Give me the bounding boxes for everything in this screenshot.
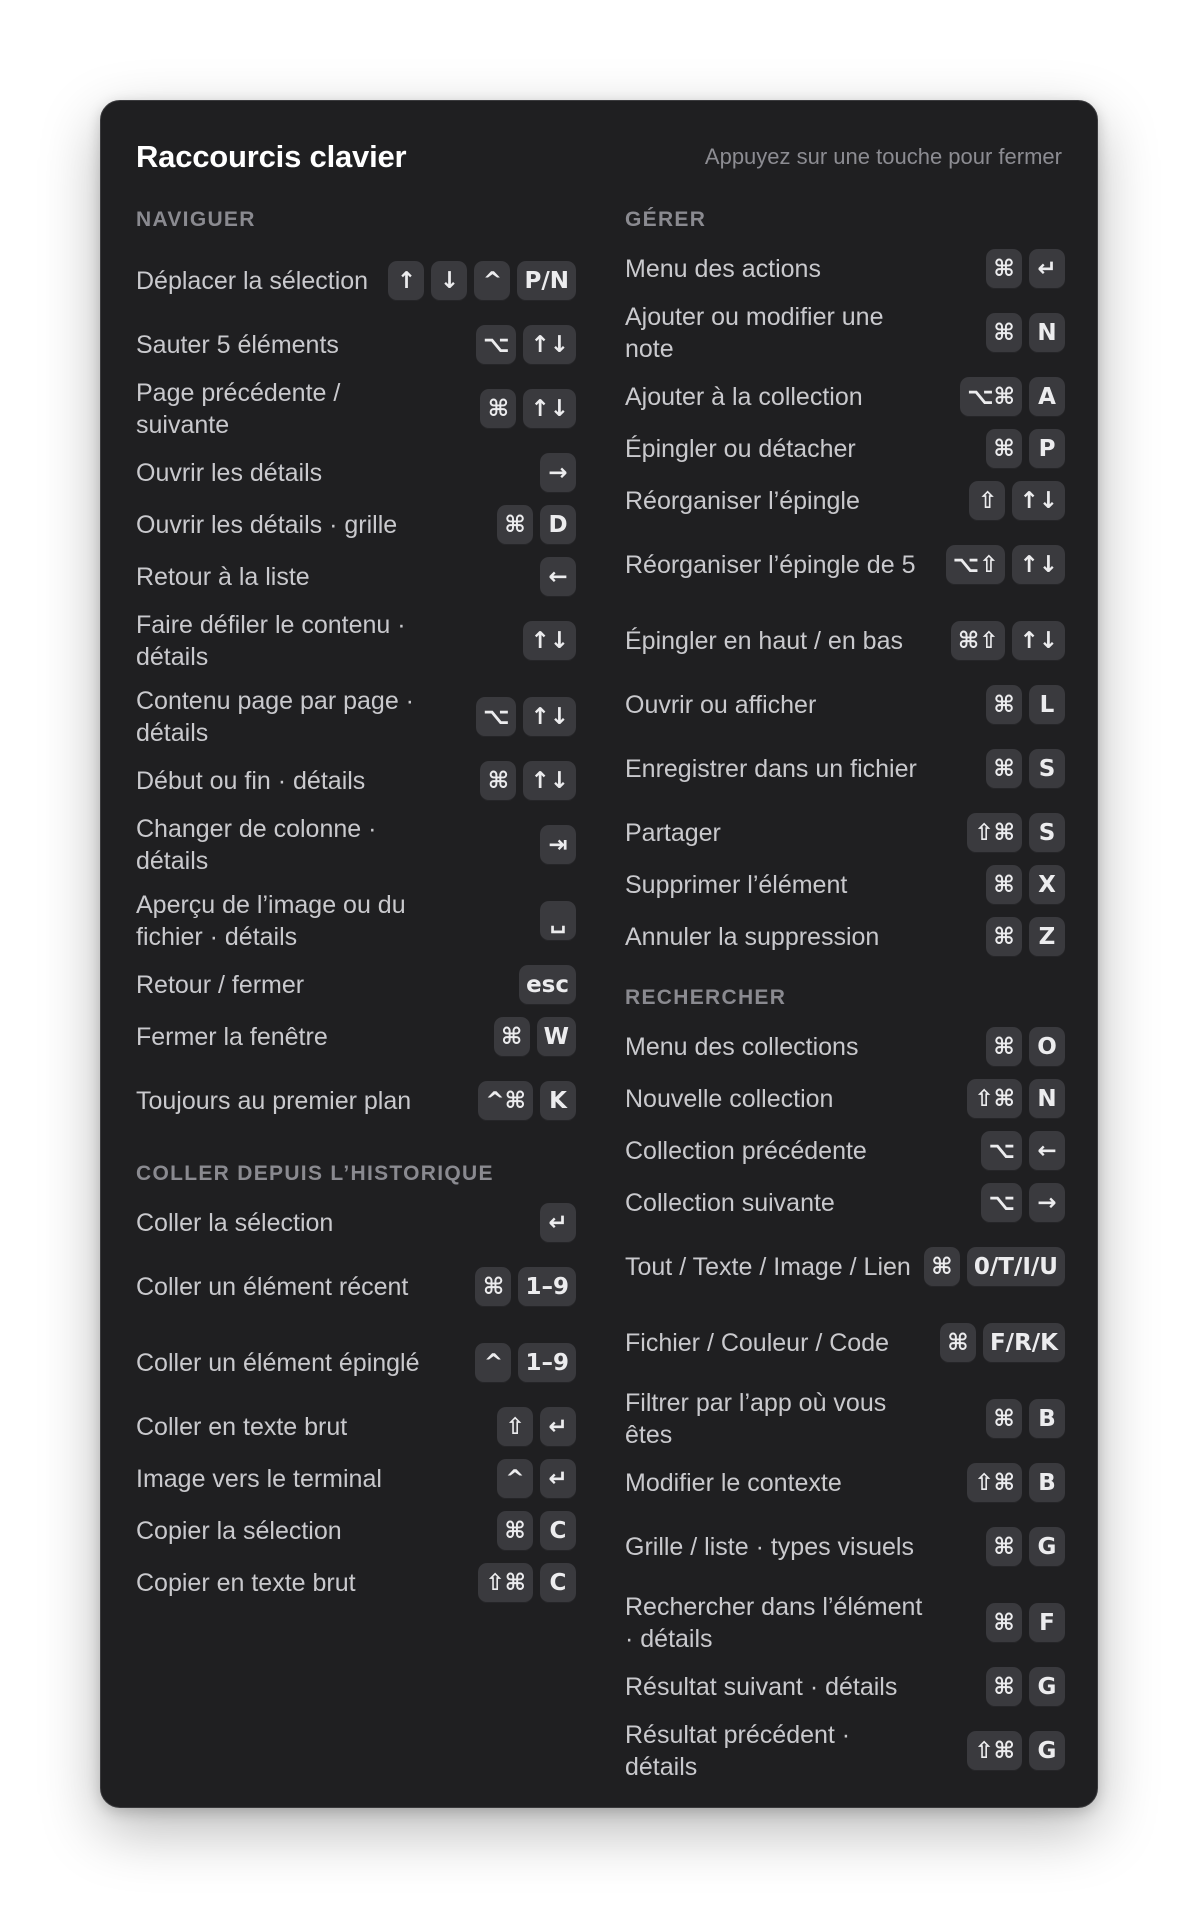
keycap: G <box>1029 1731 1065 1771</box>
shortcut-row <box>625 859 1065 911</box>
shortcut-label: Modifier le contexte <box>625 1469 842 1497</box>
shortcut-keys <box>497 1407 576 1447</box>
keycap: W <box>537 1017 576 1057</box>
shortcut-keys <box>986 1399 1065 1439</box>
shortcut-label: Toujours au premier plan <box>136 1087 412 1115</box>
shortcut-keys <box>519 965 576 1005</box>
shortcut-label: Enregistrer dans un fichier <box>625 755 917 783</box>
keycap: P/N <box>517 261 576 301</box>
shortcut-keys <box>523 621 576 661</box>
keycap: ↑↓ <box>523 697 576 737</box>
shortcut-keys <box>986 1667 1065 1707</box>
shortcut-row <box>136 1011 576 1063</box>
shortcut-label: Nouvelle collection <box>625 1085 834 1113</box>
shortcut-keys <box>540 1203 576 1243</box>
shortcut-row <box>625 807 1065 859</box>
keycap: S <box>1029 813 1065 853</box>
keycap: ⌘ <box>986 249 1022 289</box>
shortcut-row <box>625 475 1065 527</box>
keycap: N <box>1029 313 1065 353</box>
shortcut-keys <box>475 1267 576 1307</box>
keycap: ⌘ <box>986 917 1022 957</box>
shortcut-row <box>136 883 576 959</box>
section-gerer <box>625 197 1065 963</box>
keycap: ⌘ <box>480 761 516 801</box>
shortcut-label: Ajouter ou modifier une note <box>625 303 884 363</box>
shortcut-keys <box>960 377 1065 417</box>
keycap: ⌥⌘ <box>960 377 1022 417</box>
shortcut-label: Filtrer par l’app où vous êtes <box>625 1389 887 1449</box>
keycap: → <box>540 453 576 493</box>
shortcut-keys <box>540 901 576 941</box>
shortcut-row <box>625 1509 1065 1585</box>
keycap: ↑ <box>388 261 424 301</box>
keycap: ↑↓ <box>1012 481 1065 521</box>
shortcut-row <box>136 1505 576 1557</box>
shortcut-keys <box>986 1527 1065 1567</box>
shortcut-label: Coller un élément récent <box>136 1273 409 1301</box>
keycap: ↑↓ <box>523 325 576 365</box>
shortcut-row <box>625 1381 1065 1457</box>
section-title: RECHERCHER <box>625 986 787 1009</box>
section-coller-depuis-l-historique <box>136 1151 576 1609</box>
shortcut-keys <box>497 1459 576 1499</box>
shortcut-label: Sauter 5 éléments <box>136 331 339 359</box>
keycap: N <box>1029 1079 1065 1119</box>
keycap: L <box>1029 685 1065 725</box>
keycap: ⌘ <box>986 429 1022 469</box>
panel-header <box>136 135 1062 179</box>
keyboard-shortcuts-panel <box>100 100 1098 1808</box>
keycap: ^ <box>474 261 510 301</box>
shortcut-row <box>625 295 1065 371</box>
shortcut-row <box>625 1021 1065 1073</box>
keycap: C <box>540 1563 576 1603</box>
keycap: X <box>1029 865 1065 905</box>
shortcut-label: Partager <box>625 819 721 847</box>
keycap: 1–9 <box>518 1267 576 1307</box>
keycap: ⌘ <box>924 1247 960 1287</box>
shortcut-label: Coller la sélection <box>136 1209 334 1237</box>
shortcut-keys <box>986 917 1065 957</box>
shortcut-keys <box>986 865 1065 905</box>
shortcut-label: Retour à la liste <box>136 563 310 591</box>
shortcut-row <box>136 499 576 551</box>
shortcut-keys <box>476 697 576 737</box>
shortcut-label: Réorganiser l’épingle de 5 <box>625 551 916 579</box>
keycap: ↑↓ <box>1012 621 1065 661</box>
shortcut-row <box>136 1401 576 1453</box>
shortcut-row <box>625 731 1065 807</box>
shortcut-row <box>625 243 1065 295</box>
close-hint: Appuyez sur une touche pour fermer <box>704 144 1062 169</box>
keycap: ⌘ <box>940 1323 976 1363</box>
shortcut-keys <box>986 1027 1065 1067</box>
keycap: 0/T/I/U <box>967 1247 1065 1287</box>
keycap: ← <box>1029 1131 1065 1171</box>
shortcut-keys <box>981 1131 1065 1171</box>
shortcut-label: Page précédente / suivante <box>136 379 341 439</box>
shortcut-keys <box>924 1247 1065 1287</box>
shortcut-row <box>625 1661 1065 1713</box>
shortcut-label: Retour / fermer <box>136 971 305 999</box>
shortcut-keys <box>494 1017 576 1057</box>
shortcut-label: Ajouter à la collection <box>625 383 863 411</box>
keycap: ^ <box>497 1459 533 1499</box>
keycap: Z <box>1029 917 1065 957</box>
shortcut-row <box>136 755 576 807</box>
keycap: ↵ <box>1029 249 1065 289</box>
keycap: G <box>1029 1667 1065 1707</box>
shortcut-keys <box>967 1731 1065 1771</box>
shortcut-label: Épingler ou détacher <box>625 435 856 463</box>
shortcut-label: Copier en texte brut <box>136 1569 356 1597</box>
shortcut-keys <box>540 557 576 597</box>
keycap: esc <box>519 965 576 1005</box>
shortcut-row <box>625 1713 1065 1789</box>
keycap: ⌘ <box>986 685 1022 725</box>
keycap: F <box>1029 1603 1065 1643</box>
shortcut-keys <box>480 389 576 429</box>
keycap: ⌘ <box>494 1017 530 1057</box>
keycap: ⌘⇧ <box>951 621 1006 661</box>
keycap: ⌘ <box>986 1027 1022 1067</box>
shortcut-keys <box>475 1343 576 1383</box>
keycap: ⌘ <box>986 865 1022 905</box>
shortcut-row <box>136 1197 576 1249</box>
shortcut-label: Faire défiler le contenu · détails <box>136 611 406 671</box>
keycap: ⌘ <box>497 1511 533 1551</box>
section-title: NAVIGUER <box>136 208 256 231</box>
shortcut-label: Collection précédente <box>625 1137 867 1165</box>
keycap: ⇧ <box>497 1407 533 1447</box>
shortcut-row <box>625 1457 1065 1509</box>
keycap: ↑↓ <box>523 621 576 661</box>
shortcut-row <box>625 1125 1065 1177</box>
keycap: D <box>540 505 576 545</box>
shortcut-row <box>136 243 576 319</box>
shortcut-keys <box>478 1563 576 1603</box>
shortcut-label: Annuler la suppression <box>625 923 880 951</box>
shortcut-row <box>136 603 576 679</box>
panel-title: Raccourcis clavier <box>136 139 407 174</box>
shortcut-keys <box>967 1463 1065 1503</box>
shortcut-label: Ouvrir ou afficher <box>625 691 817 719</box>
keycap: ^⌘ <box>478 1081 533 1121</box>
keycap: P <box>1029 429 1065 469</box>
shortcut-row <box>625 911 1065 963</box>
shortcut-keys <box>497 1511 576 1551</box>
shortcut-label: Aperçu de l’image ou du fichier · détails <box>136 891 406 951</box>
keycap: ⌘ <box>475 1267 511 1307</box>
shortcut-label: Menu des collections <box>625 1033 859 1061</box>
keycap: ← <box>540 557 576 597</box>
shortcut-label: Collection suivante <box>625 1189 835 1217</box>
shortcut-keys <box>951 621 1065 661</box>
shortcut-keys <box>540 453 576 493</box>
keycap: ⌘ <box>986 749 1022 789</box>
shortcut-keys <box>969 481 1065 521</box>
shortcut-keys <box>497 505 576 545</box>
shortcut-keys <box>981 1183 1065 1223</box>
section-rechercher <box>625 975 1065 1789</box>
keycap: ⌥ <box>981 1131 1022 1171</box>
shortcut-keys <box>986 749 1065 789</box>
keycap: ⇧⌘ <box>967 1463 1022 1503</box>
shortcut-label: Contenu page par page · détails <box>136 687 414 747</box>
keycap: ⇥ <box>540 825 576 865</box>
shortcut-row <box>136 551 576 603</box>
shortcut-keys <box>946 545 1065 585</box>
shortcut-row <box>136 1063 576 1139</box>
shortcut-keys <box>388 261 576 301</box>
section-title: COLLER DEPUIS L’HISTORIQUE <box>136 1162 494 1185</box>
keycap: ⌘ <box>986 1667 1022 1707</box>
shortcut-label: Menu des actions <box>625 255 821 283</box>
shortcut-label: Déplacer la sélection <box>136 267 369 295</box>
shortcut-row <box>136 679 576 755</box>
keycap: ␣ <box>540 901 576 941</box>
shortcut-keys <box>986 1603 1065 1643</box>
shortcut-keys <box>967 1079 1065 1119</box>
shortcut-row <box>136 1557 576 1609</box>
keycap: B <box>1029 1399 1065 1439</box>
keycap: F/R/K <box>983 1323 1065 1363</box>
keycap: ⌥⇧ <box>946 545 1006 585</box>
keycap: ⌘ <box>986 1603 1022 1643</box>
shortcut-row <box>136 1249 576 1325</box>
right-column <box>625 197 1065 1801</box>
shortcut-row <box>136 807 576 883</box>
shortcut-row <box>136 1453 576 1505</box>
keycap: → <box>1029 1183 1065 1223</box>
shortcut-row <box>625 1177 1065 1229</box>
shortcut-label: Grille / liste · types visuels <box>625 1533 914 1561</box>
keycap: ⇧⌘ <box>478 1563 533 1603</box>
shortcut-row <box>136 319 576 371</box>
keycap: O <box>1029 1027 1065 1067</box>
shortcut-label: Copier la sélection <box>136 1517 342 1545</box>
shortcut-row <box>136 1325 576 1401</box>
left-column <box>136 197 576 1621</box>
keycap: A <box>1029 377 1065 417</box>
shortcut-row <box>136 371 576 447</box>
shortcut-row <box>625 423 1065 475</box>
shortcut-keys <box>480 761 576 801</box>
shortcut-keys <box>986 429 1065 469</box>
keycap: K <box>540 1081 576 1121</box>
keycap: ↑↓ <box>523 389 576 429</box>
shortcut-row <box>136 447 576 499</box>
shortcut-label: Supprimer l’élément <box>625 871 848 899</box>
shortcut-label: Coller en texte brut <box>136 1413 348 1441</box>
shortcut-row <box>625 371 1065 423</box>
keycap: ↵ <box>540 1203 576 1243</box>
shortcut-row <box>625 1305 1065 1381</box>
shortcut-label: Résultat suivant · détails <box>625 1673 898 1701</box>
keycap: ↵ <box>540 1407 576 1447</box>
shortcut-row <box>625 1585 1065 1661</box>
keycap: ⇧⌘ <box>967 813 1022 853</box>
keycap: C <box>540 1511 576 1551</box>
shortcut-row <box>136 959 576 1011</box>
keycap: G <box>1029 1527 1065 1567</box>
shortcut-row <box>625 603 1065 679</box>
shortcut-label: Changer de colonne · détails <box>136 815 377 875</box>
keycap: S <box>1029 749 1065 789</box>
shortcut-keys <box>940 1323 1065 1363</box>
keycap: ↵ <box>540 1459 576 1499</box>
shortcut-keys <box>478 1081 576 1121</box>
keycap: ⇧⌘ <box>967 1079 1022 1119</box>
keycap: ⌥ <box>981 1183 1022 1223</box>
keycap: 1–9 <box>518 1343 576 1383</box>
shortcut-row <box>625 679 1065 731</box>
shortcut-keys <box>540 825 576 865</box>
keycap: ⌘ <box>497 505 533 545</box>
shortcut-label: Coller un élément épinglé <box>136 1349 420 1377</box>
keycap: ⌥ <box>476 697 517 737</box>
shortcut-label: Début ou fin · détails <box>136 767 366 795</box>
shortcut-keys <box>986 313 1065 353</box>
shortcut-label: Rechercher dans l’élément · détails <box>625 1593 923 1653</box>
shortcut-row <box>625 1073 1065 1125</box>
section-naviguer <box>136 197 576 1139</box>
shortcut-label: Résultat précédent · détails <box>625 1721 851 1781</box>
keycap: B <box>1029 1463 1065 1503</box>
shortcut-keys <box>986 249 1065 289</box>
shortcut-label: Fermer la fenêtre <box>136 1023 328 1051</box>
shortcut-label: Tout / Texte / Image / Lien <box>625 1253 911 1281</box>
keycap: ⌘ <box>480 389 516 429</box>
keycap: ↑↓ <box>523 761 576 801</box>
shortcut-label: Réorganiser l’épingle <box>625 487 860 515</box>
keycap: ⌘ <box>986 1527 1022 1567</box>
shortcut-keys <box>476 325 576 365</box>
section-title: GÉRER <box>625 208 707 231</box>
shortcut-row <box>625 527 1065 603</box>
keycap: ⇧ <box>969 481 1005 521</box>
keycap: ⇧⌘ <box>967 1731 1022 1771</box>
keycap: ⌘ <box>986 313 1022 353</box>
shortcut-label: Image vers le terminal <box>136 1465 382 1493</box>
keycap: ⌥ <box>476 325 517 365</box>
shortcut-label: Ouvrir les détails <box>136 459 323 487</box>
keycap: ↓ <box>431 261 467 301</box>
shortcut-keys <box>986 685 1065 725</box>
keycap: ^ <box>475 1343 511 1383</box>
shortcut-label: Fichier / Couleur / Code <box>625 1329 890 1357</box>
shortcut-label: Ouvrir les détails · grille <box>136 511 398 539</box>
keycap: ⌘ <box>986 1399 1022 1439</box>
keycap: ↑↓ <box>1012 545 1065 585</box>
shortcut-keys <box>967 813 1065 853</box>
shortcut-row <box>625 1229 1065 1305</box>
shortcut-label: Épingler en haut / en bas <box>625 627 903 655</box>
